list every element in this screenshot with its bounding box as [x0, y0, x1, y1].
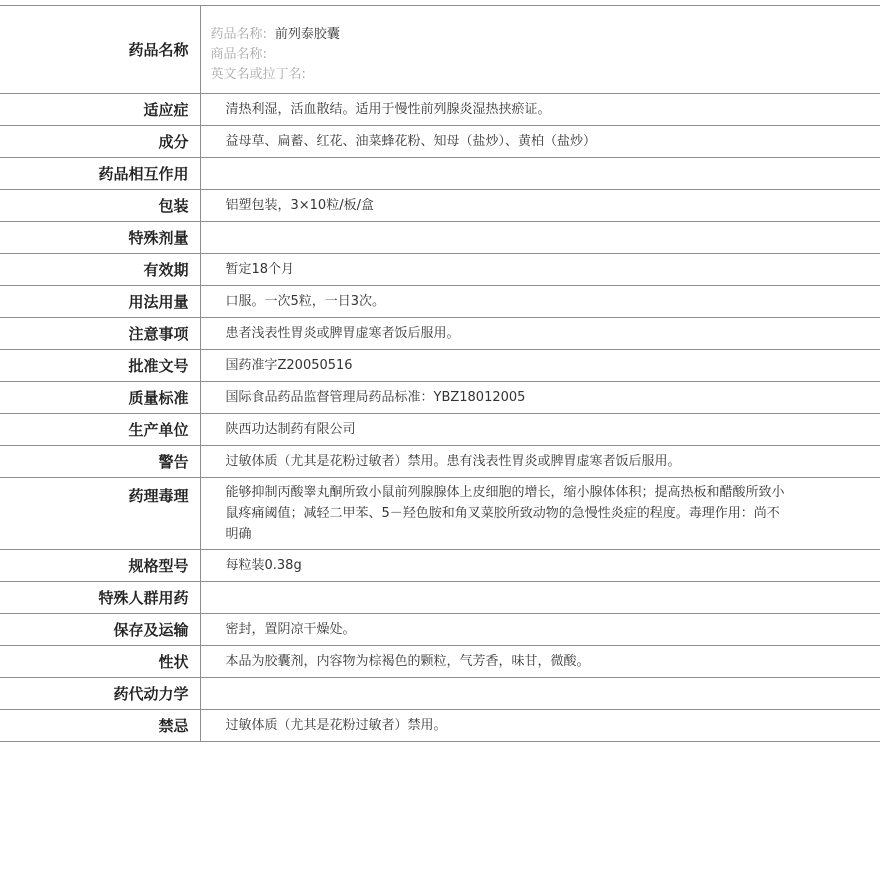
row-value: 益母草、扁蓄、红花、油菜蜂花粉、知母（盐炒）、黄柏（盐炒） [200, 126, 880, 158]
row-value: 过敏体质（尤其是花粉过敏者）禁用。患有浅表性胃炎或脾胃虚寒者饭后服用。 [200, 446, 880, 478]
row-ingredients [0, 126, 880, 158]
row-label: 规格型号 [0, 550, 200, 582]
row-value: 能够抑制丙酸睾丸酮所致小鼠前列腺腺体上皮细胞的增长，缩小腺体体积；提高热板和醋酸所致小鼠疼痛阈值；减轻二甲苯、5－羟色胺和角叉菜胶所致动物的急慢性炎症的程度。毒理作用：尚不明确 [200, 478, 880, 550]
row-label: 批准文号 [0, 350, 200, 382]
row-label: 药代动力学 [0, 678, 200, 710]
row-special-populations [0, 582, 880, 614]
drug-name-cell [200, 6, 880, 94]
row-value: 国药准字Z20050516 [200, 350, 880, 382]
row-label: 质量标准 [0, 382, 200, 414]
row-indication [0, 94, 880, 126]
row-label: 药品名称 [0, 6, 200, 94]
row-value [200, 582, 880, 614]
row-value: 密封，置阴凉干燥处。 [200, 614, 880, 646]
row-precautions [0, 318, 880, 350]
row-quality-standard [0, 382, 880, 414]
row-pharmacology [0, 478, 880, 550]
row-usage [0, 286, 880, 318]
row-pharmacokinetics [0, 678, 880, 710]
drug-spec-table [0, 5, 880, 742]
row-label: 适应症 [0, 94, 200, 126]
english-name-label: 英文名或拉丁名: [210, 66, 306, 82]
row-value: 清热利湿，活血散结。适用于慢性前列腺炎湿热挟瘀证。 [200, 94, 880, 126]
row-label: 特殊人群用药 [0, 582, 200, 614]
row-value [200, 222, 880, 254]
row-label: 禁忌 [0, 710, 200, 742]
row-value: 患者浅表性胃炎或脾胃虚寒者饭后服用。 [200, 318, 880, 350]
trade-name-label: 商品名称: [210, 46, 267, 62]
row-value: 国际食品药品监督管理局药品标准：YBZ18012005 [200, 382, 880, 414]
row-approval-number [0, 350, 880, 382]
row-interactions [0, 158, 880, 190]
trade-name-line [211, 45, 880, 65]
row-shelf-life [0, 254, 880, 286]
row-label: 药品相互作用 [0, 158, 200, 190]
row-value: 铝塑包装，3×10粒/板/盒 [200, 190, 880, 222]
row-value [200, 678, 880, 710]
row-value: 暂定18个月 [200, 254, 880, 286]
row-value: 过敏体质（尤其是花粉过敏者）禁用。 [200, 710, 880, 742]
row-description [0, 646, 880, 678]
row-label: 成分 [0, 126, 200, 158]
row-value: 本品为胶囊剂，内容物为棕褐色的颗粒，气芳香，味甘，微酸。 [200, 646, 880, 678]
row-label: 性状 [0, 646, 200, 678]
row-warning [0, 446, 880, 478]
row-packaging [0, 190, 880, 222]
row-value: 每粒装0.38g [200, 550, 880, 582]
row-drug-name [0, 6, 880, 94]
row-value: 陕西功达制药有限公司 [200, 414, 880, 446]
english-name-line [211, 65, 880, 85]
row-specification [0, 550, 880, 582]
row-label: 生产单位 [0, 414, 200, 446]
row-special-dosage [0, 222, 880, 254]
drug-name-value: 前列泰胶囊 [274, 26, 340, 42]
row-value [200, 158, 880, 190]
row-contraindications [0, 710, 880, 742]
row-value: 口服。一次5粒，一日3次。 [200, 286, 880, 318]
row-label: 用法用量 [0, 286, 200, 318]
row-label: 药理毒理 [0, 478, 200, 550]
row-label: 保存及运输 [0, 614, 200, 646]
row-manufacturer [0, 414, 880, 446]
row-label: 有效期 [0, 254, 200, 286]
row-label: 包装 [0, 190, 200, 222]
row-label: 注意事项 [0, 318, 200, 350]
row-label: 警告 [0, 446, 200, 478]
row-storage [0, 614, 880, 646]
drug-name-line [211, 25, 880, 45]
drug-name-label: 药品名称: [210, 26, 267, 42]
row-label: 特殊剂量 [0, 222, 200, 254]
